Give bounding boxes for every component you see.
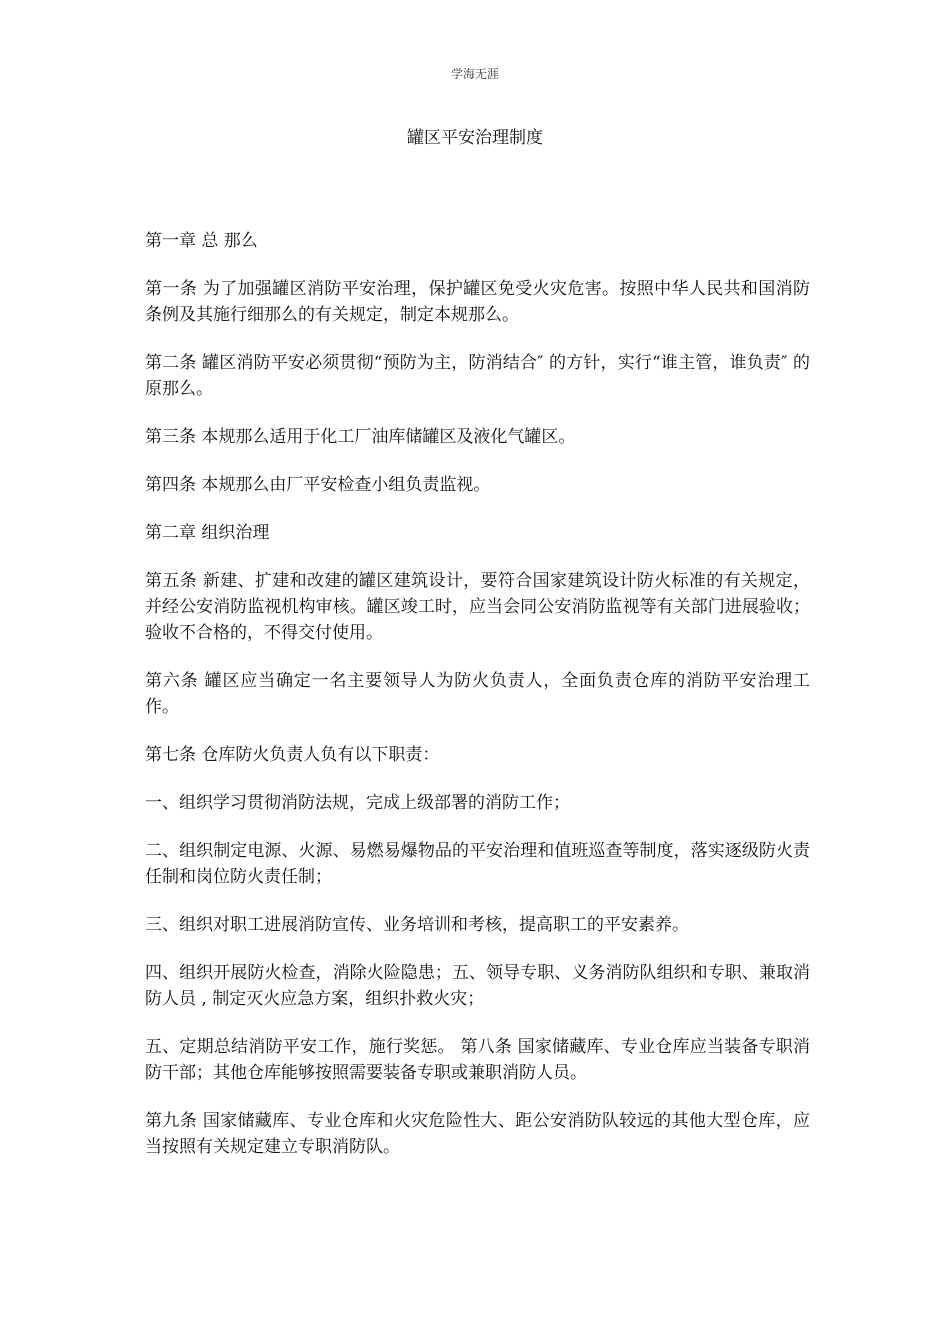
page-header: 学海无涯 — [450, 67, 499, 81]
chapter-2-heading: 第二章 组织治理 — [145, 523, 270, 543]
article-2: 第二条 罐区消防平安必须贯彻“预防为主，防消结合″ 的方针，实行“谁主管，谁负责″ 的原那么。 — [145, 353, 810, 399]
article-7: 第七条 仓库防火负责人负有以下职责： — [145, 745, 440, 765]
article-9: 第九条 国家储藏库、专业仓库和火灾危险性大、距公安消防队较远的其他大型仓库，应当按照有关规定建立专职消防队。 — [145, 1111, 810, 1157]
duty-item-1: 一、组织学习贯彻消防法规，完成上级部署的消防工作； — [145, 793, 570, 813]
chapter-1-heading: 第一章 总 那么 — [145, 231, 258, 251]
document-body — [145, 228, 810, 1182]
duty-item-3: 三、组织对职工进展消防宣传、业务培训和考核，提高职工的平安素养。 — [145, 915, 689, 935]
article-3: 第三条 本规那么适用于化工厂油库储罐区及液化气罐区。 — [145, 427, 576, 447]
duty-item-2: 二、组织制定电源、火源、易燃易爆物品的平安治理和值班巡查等制度，落实逐级防火责任制和岗位防火责任制； — [145, 841, 810, 887]
document-title: 罐区平安治理制度 — [407, 128, 543, 148]
article-5: 第五条 新建、扩建和改建的罐区建筑设计，要符合国家建筑设计防火标准的有关规定，并经公安消防监视机构审核。罐区竣工时，应当会同公安消防监视等有关部门进展验收；验收不合格的，不得交付使用。 — [145, 571, 810, 643]
article-6: 第六条 罐区应当确定一名主要领导人为防火负责人，全面负责仓库的消防平安治理工作。 — [145, 671, 810, 717]
article-4: 第四条 本规那么由厂平安检查小组负责监视。 — [145, 475, 491, 495]
duty-item-4: 四、组织开展防火检查，消除火险隐患；五、领导专职、义务消防队组织和专职、兼取消防人员 , 制定灭火应急方案，组织扑救火灾； — [145, 963, 810, 1009]
duty-item-5-article-8: 五、定期总结消防平安工作，施行奖惩。 第八条 国家储藏库、专业仓库应当装备专职消防干部；其他仓库能够按照需要装备专职或兼职消防人员。 — [145, 1037, 810, 1083]
article-1: 第一条 为了加强罐区消防平安治理，保护罐区免受火灾危害。按照中华人民共和国消防条例及其施行细那么的有关规定，制定本规那么。 — [145, 279, 810, 325]
